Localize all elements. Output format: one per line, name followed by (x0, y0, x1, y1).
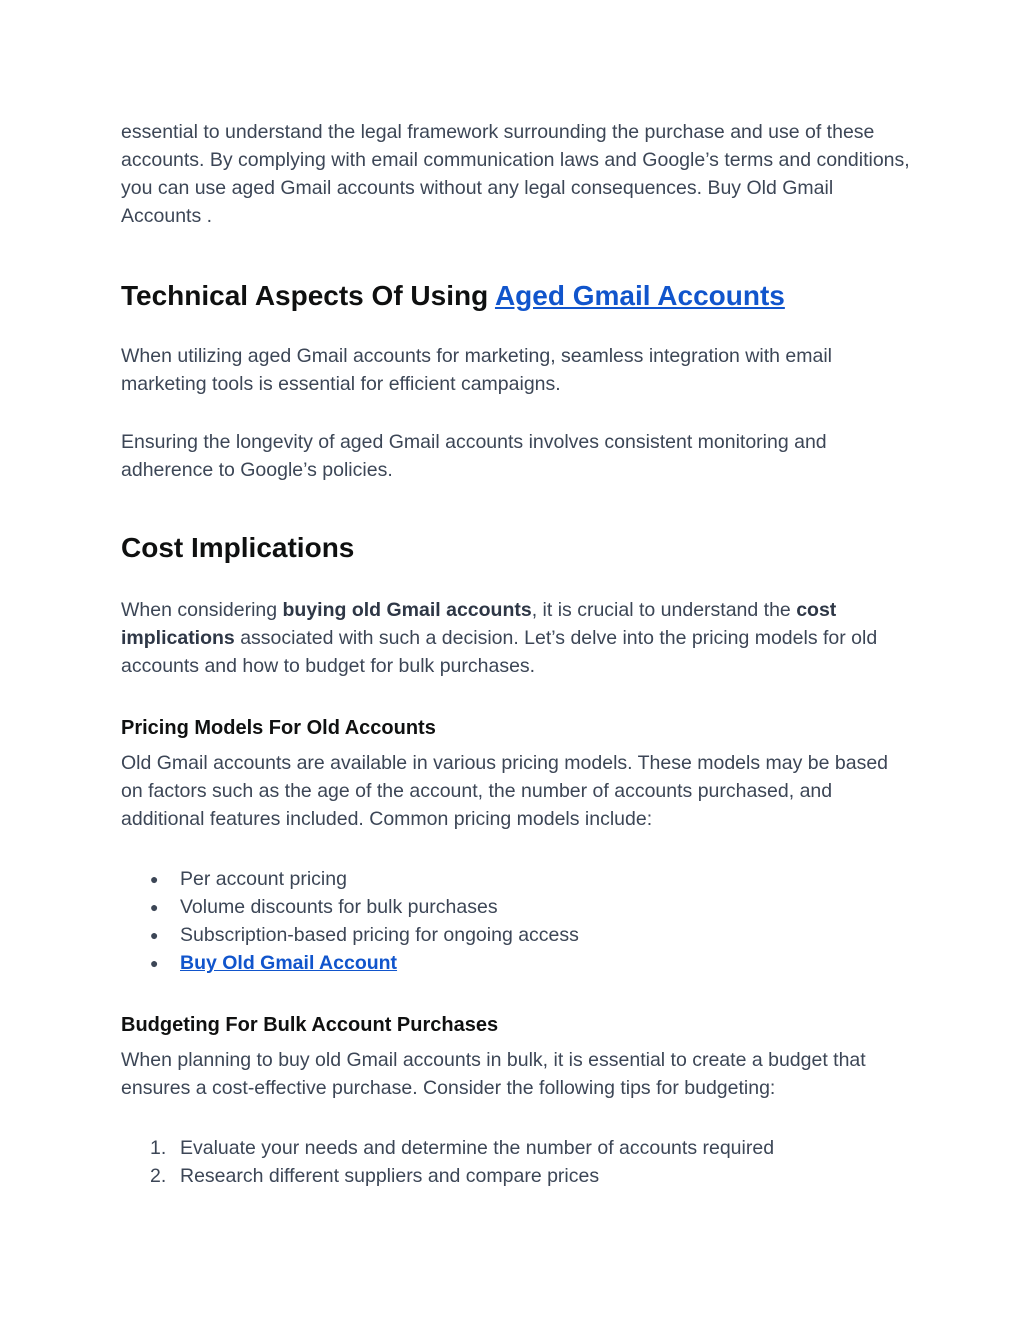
list-item-text: Per account pricing (180, 868, 347, 890)
list-item (121, 921, 911, 949)
aged-gmail-accounts-link[interactable]: Aged Gmail Accounts (494, 280, 785, 311)
list-item (121, 949, 911, 977)
list-item-text: Evaluate your needs and determine the number of accounts required (180, 1137, 775, 1159)
bullet-icon: ● (150, 871, 159, 887)
technical-heading-text: Technical Aspects Of Using (121, 280, 495, 311)
list-item (121, 1134, 911, 1162)
bullet-icon: ● (150, 899, 159, 915)
list-item (121, 893, 911, 921)
cost-text-3: associated with such a decision. Let’s delve into the pricing models for old accounts and how to budget for bulk purchases. (121, 627, 878, 677)
list-number: 2. (150, 1165, 167, 1187)
bullet-icon: ● (150, 927, 159, 943)
list-item-text: Research different suppliers and compare prices (180, 1165, 600, 1187)
technical-heading (121, 278, 911, 314)
pricing-list (121, 865, 911, 977)
pricing-heading: Pricing Models For Old Accounts (121, 717, 436, 739)
cost-bold-buying: buying old Gmail accounts (282, 599, 532, 621)
pricing-paragraph: Old Gmail accounts are available in various pricing models. These models may be based on factors such as the age of the account, the number of accounts purchased, and additional features included. Common pricing models include: (121, 752, 889, 830)
cost-text-1: When considering (121, 599, 283, 621)
cost-text-2: , it is crucial to understand the (531, 599, 797, 621)
cost-paragraph (121, 596, 911, 680)
document-page (121, 118, 911, 1190)
technical-paragraph-2: Ensuring the longevity of aged Gmail accounts involves consistent monitoring and adherence to Google’s policies. (121, 431, 827, 481)
list-number: 1. (150, 1137, 167, 1159)
list-item (121, 865, 911, 893)
budget-paragraph: When planning to buy old Gmail accounts in bulk, it is essential to create a budget that ensures a cost-effective purchase. Consider the following tips for budgeting: (121, 1049, 866, 1099)
cost-bold-implications: cost implications (121, 599, 837, 649)
budget-list (121, 1134, 911, 1190)
cost-heading: Cost Implications (121, 532, 355, 563)
bullet-icon: ● (150, 955, 159, 971)
technical-paragraph-1: When utilizing aged Gmail accounts for marketing, seamless integration with email marketing tools is essential for efficient campaigns. (121, 345, 832, 395)
list-item-text: Volume discounts for bulk purchases (180, 896, 498, 918)
intro-paragraph: essential to understand the legal framework surrounding the purchase and use of these accounts. By complying with email communication laws and Google’s terms and conditions, you can use aged Gmail accounts without any legal consequences. Buy Old Gmail Accounts . (121, 121, 910, 227)
list-item (121, 1162, 911, 1190)
list-item-text: Subscription-based pricing for ongoing access (180, 924, 579, 946)
buy-old-gmail-account-link[interactable]: Buy Old Gmail Account (180, 952, 398, 974)
budget-heading: Budgeting For Bulk Account Purchases (121, 1014, 499, 1036)
